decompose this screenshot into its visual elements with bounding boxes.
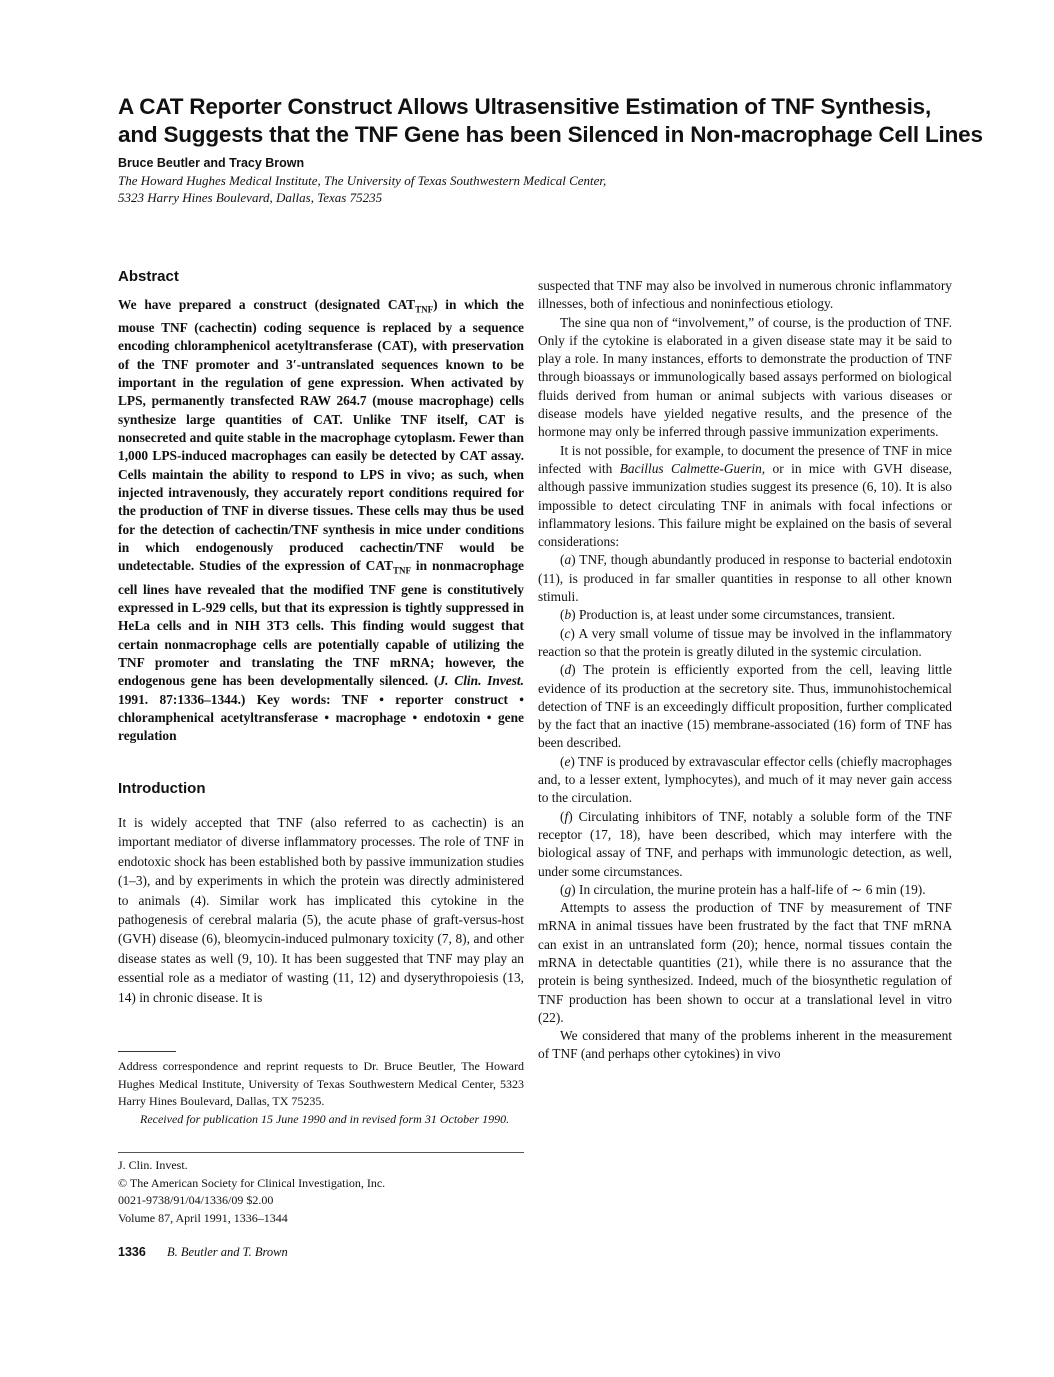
received-date: Received for publication 15 June 1990 and in revised form 31 October 1990. — [140, 1112, 510, 1126]
list-item: (b) Production is, at least under some circumstances, transient. — [560, 607, 896, 623]
list-item-text: In circulation, the murine protein has a half-life of ∼ 6 min (19). — [575, 881, 926, 897]
article-title — [118, 93, 998, 149]
abstract-subscript-b: TNF — [392, 566, 411, 577]
list-item-label: c — [564, 625, 571, 641]
list-item: (d) The protein is efficiently exported from the cell, leaving little evidence of its production at the secretory site. Thus, immunohistochemical detection of TNF is an exceedingly difficult proposition, further complicated by the fact that an inactive (15) membrane-associated (16) form of TNF has been described. — [538, 662, 952, 751]
list-item: (g) In circulation, the murine protein has a half-life of ∼ 6 min (19). — [560, 881, 926, 897]
abstract-heading: Abstract — [118, 268, 179, 285]
abstract-text-d: 1991. 87:1336–1344.) Key words: TNF • reporter construct • chloramphenical acetyltransferase • macrophage • endotoxin • gene regulation — [118, 691, 524, 744]
list-item-text: A very small volume of tissue may be involved in the inflammatory reaction so that the protein is greatly diluted in the systemic circulation. — [538, 625, 952, 659]
right-paragraph-0: suspected that TNF may also be involved in numerous chronic inflammatory illnesses, both of infectious and noninfectious etiology. — [538, 278, 952, 312]
right-column-body — [538, 277, 952, 1064]
list-item-text: Production is, at least under some circumstances, transient. — [575, 607, 896, 623]
right-paragraph-2-text-a: It is not possible, for example, to document the presence of TNF in mice infected with — [538, 442, 952, 476]
abstract-subscript-a: TNF — [415, 304, 434, 315]
list-item: (a) TNF, though abundantly produced in response to bacterial endotoxin (11), is produced in far smaller quantities in response to all other known stimuli. — [538, 552, 952, 605]
list-item-text: The protein is efficiently exported from the cell, leaving little evidence of its production at the secretory site. Thus, immunohistochemical detection of TNF is an exceedingly difficult proposition, further complicated by the fact that an inactive (15) membrane-associated (16) form of TNF has been described. — [538, 662, 952, 751]
journal-volume: Volume 87, April 1991, 1336–1344 — [118, 1210, 288, 1225]
introduction-heading: Introduction — [118, 780, 206, 797]
list-item-label: e — [564, 753, 571, 769]
title-line-2: and Suggests that the TNF Gene has been Silenced in Non-macrophage Cell Lines — [118, 122, 983, 147]
list-item-text: TNF, though abundantly produced in response to bacterial endotoxin (11), is produced in far smaller quantities in response to all other known stimuli. — [538, 552, 952, 605]
right-paragraph-2 — [538, 442, 952, 552]
page-number: 1336 — [118, 1245, 146, 1259]
right-paragraph-2-italic: Bacillus Calmette-Guerin, — [619, 460, 766, 476]
right-paragraph-2-text-b: or in mice with GVH disease, although passive immunization studies suggest its presence (6, 10). It is also impossible to detect circulating TNF in animals with focal infections or inflammatory lesions. This failure might be explained on the basis of several considerations: — [538, 460, 953, 550]
list-item-text: TNF is produced by extravascular effector cells (chiefly macrophages and, to a lesser extent, lymphocytes), and much of it may never gain access to the circulation. — [538, 753, 952, 806]
introduction-body — [118, 813, 524, 1007]
list-item-label: d — [564, 662, 572, 678]
list-item: (e) TNF is produced by extravascular effector cells (chiefly macrophages and, to a lesser extent, lymphocytes), and much of it may never gain access to the circulation. — [538, 753, 952, 806]
list-item-label: g — [564, 881, 572, 897]
journal-issn: 0021-9738/91/04/1336/09 $2.00 — [118, 1193, 274, 1207]
affiliation-line-2: 5323 Harry Hines Boulevard, Dallas, Texas 75235 — [118, 190, 383, 205]
page-footer — [118, 1245, 288, 1260]
journal-name: J. Clin. Invest. — [118, 1158, 188, 1172]
journal-copyright: © The American Society for Clinical Investigation, Inc. — [118, 1175, 386, 1190]
right-paragraph-1: The sine qua non of “involvement,” of course, is the production of TNF. Only if the cytokine is elaborated in a given disease state may it be said to play a role. In many instances, efforts to demonstrate the production of TNF through bioassays or immunologically based assays performed on biological fluids derived from human or animal subjects with various diseases or disease models have yielded negative results, and the presence of the hormone may only be inferred through passive immunization experiments. — [538, 314, 952, 440]
affiliation — [118, 172, 606, 206]
list-item: (c) A very small volume of tissue may be involved in the inflammatory reaction so that the protein is greatly diluted in the systemic circulation. — [538, 625, 952, 659]
journal-divider — [118, 1152, 524, 1153]
abstract-text-c: in nonmacrophage cell lines have revealed that the modified TNF gene is constitutively expressed in L-929 cells, but that its expression is tightly suppressed in HeLa cells and in NIH 3T3 cells. This finding would suggest that certain nonmacrophage cells are potentially capable of utilizing the TNF promoter and translating the TNF mRNA; however, the endogenous gene has been developmentally silenced. ( — [118, 558, 524, 689]
list-item: (f) Circulating inhibitors of TNF, notably a soluble form of the TNF receptor (17, 18), have been described, which may interfere with the biological assay of TNF, and perhaps with immunologic detection, as well, under some circumstances. — [538, 808, 952, 879]
affiliation-line-1: The Howard Hughes Medical Institute, The University of Texas Southwestern Medical Center, — [118, 173, 607, 188]
list-item-text: Circulating inhibitors of TNF, notably a soluble form of the TNF receptor (17, 18), have been described, which may interfere with the biological assay of TNF, and perhaps with immunologic detection, as well, under some circumstances. — [538, 808, 952, 879]
journal-info — [118, 1157, 385, 1227]
correspondence-address: Address correspondence and reprint requests to Dr. Bruce Beutler, The Howard Hughes Medical Institute, University of Texas Southwestern Medical Center, 5323 Harry Hines Boulevard, Dallas, TX 75235. — [118, 1059, 524, 1108]
list-item-label: a — [564, 552, 572, 568]
list-item-label: f — [564, 808, 569, 824]
authors: Bruce Beutler and Tracy Brown — [118, 156, 305, 170]
abstract-text-b: ) in which the mouse TNF (cachectin) coding sequence is replaced by a sequence encoding chloramphenicol acetyltransferase (CAT), with preservation of the TNF promoter and 3′-untranslated sequences known to be important in the regulation of gene expression. When activated by LPS, permanently transfected RAW 264.7 (mouse macrophage) cells synthesize large quantities of CAT. Unlike TNF itself, CAT is nonsecreted and quite stable in the macrophage cytoplasm. Fewer than 1,000 LPS-induced macrophages can easily be detected by CAT assay. Cells maintain the ability to respond to LPS in vivo; as such, when injected intravenously, they accurately report conditions required for the production of TNF in diverse tissues. These cells may thus be used for the detection of cachectin/TNF synthesis in mice under conditions in which endogenously produced cachectin/TNF would be undetectable. Studies of the expression of CAT — [118, 297, 524, 574]
title-line-1: A CAT Reporter Construct Allows Ultrasensitive Estimation of TNF Synthesis, — [118, 94, 932, 119]
footnote-divider — [118, 1051, 176, 1052]
running-head: B. Beutler and T. Brown — [166, 1245, 288, 1259]
right-paragraph-4: We considered that many of the problems inherent in the measurement of TNF (and perhaps other cytokines) in vivo — [538, 1028, 952, 1062]
abstract-body — [118, 296, 524, 746]
introduction-paragraph-1: It is widely accepted that TNF (also referred to as cachectin) is an important mediator of diverse inflammatory processes. The role of TNF in endotoxic shock has been established both by passive immunization studies (1–3), and by experiments in which the protein was directly administered to animals (4). Similar work has implicated this cytokine in the pathogenesis of cerebral malaria (5), the acute phase of graft-versus-host (GVH) disease (6), bleomycin-induced pulmonary toxicity (7, 8), and other disease states as well (9, 10). It has been suggested that TNF may play an essential role as a mediator of wasting (11, 12) and dyserythropoiesis (13, 14) in chronic disease. It is — [118, 815, 524, 1005]
list-item-label: b — [564, 607, 572, 623]
abstract-citation: J. Clin. Invest. — [438, 673, 524, 689]
abstract-text-a: We have prepared a construct (designated CAT — [118, 297, 416, 312]
right-paragraph-3: Attempts to assess the production of TNF by measurement of TNF mRNA in animal tissues have been frustrated by the fact that TNF mRNA can exist in an untranslated form (20); hence, normal tissues contain the mRNA in detectable quantities (21), while there is no assurance that the protein is being synthesized. Indeed, much of the biosynthetic regulation of TNF production has been shown to occur at a translational level in vitro (22). — [538, 900, 952, 1025]
